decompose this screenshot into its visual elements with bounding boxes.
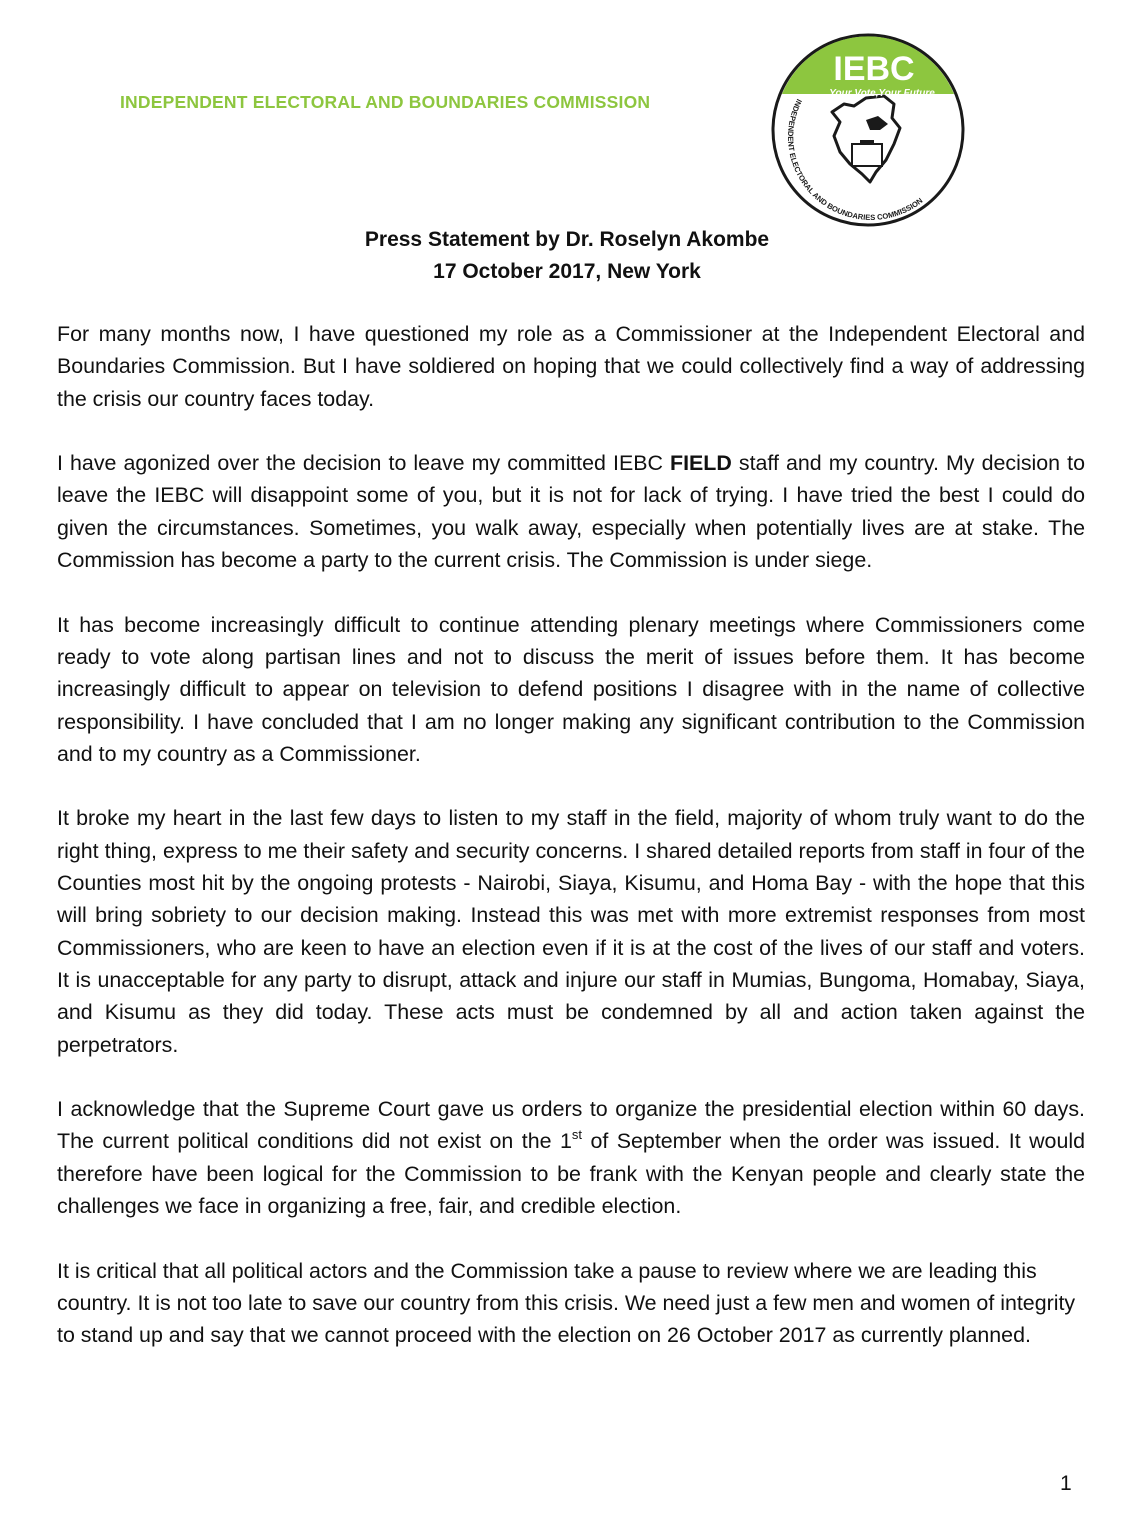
logo-acronym: IEBC (833, 50, 915, 88)
logo-ring-text: INDEPENDENT ELECTORAL AND BOUNDARIES COMMISSION (785, 97, 925, 223)
paragraph-2-end: staff and my country. My decision to leave the IEBC will disappoint some of you, but it is not for lack of trying. I have tried the best I could do given the circumstances. Sometimes, you walk away, especially when potentially lives are at stake. The Commission has become a party to the current crisis. The Commission is under siege. (57, 451, 1085, 573)
title-line-2: 17 October 2017, New York (433, 260, 701, 283)
paragraph-1: For many months now, I have questioned my role as a Commissioner at the Independent Electoral and Boundaries Commission. But I have soldiered on hoping that we could collectively find a way of addressing the crisis our country faces today. (57, 322, 1085, 411)
paragraph-5-end: of September when the order was issued. It would therefore have been logical for the Commission to be frank with the Kenyan people and clearly state the challenges we face in organizing a free, fair, and credible election. (57, 1129, 1085, 1219)
ballot-box-icon (852, 144, 882, 166)
paragraph-5 (57, 1093, 1085, 1222)
paragraph-5-start: I acknowledge that the Supreme Court gave us orders to organize the presidential election within 60 days. The current political conditions did not exist on the 1 (57, 1097, 1085, 1154)
statement-body (57, 318, 1085, 1384)
logo-tagline: Your Vote,Your Future (829, 88, 935, 99)
paragraph-3: It has become increasingly difficult to continue attending plenary meetings where Commissioners come ready to vote along partisan lines and not to discuss the merit of issues before them. It has become increasingly difficult to appear on television to defend positions I disagree with in the name of collective responsibility. I have concluded that I am no longer making any significant contribution to the Commission and to my country as a Commissioner. (57, 612, 1085, 766)
paragraph-2 (57, 447, 1085, 576)
ordinal-superscript: st (571, 1127, 583, 1143)
paragraph-6: It is critical that all political actors and the Commission take a pause to review where we are leading this country. It is not too late to save our country from this crisis. We need just a few men and women of integrity to stand up and say that we cannot proceed with the election on 26 October 2017 as currently planned. (57, 1258, 1076, 1348)
page-number: 1 (1060, 1472, 1072, 1495)
paragraph-2-start: I have agonized over the decision to leave my committed IEBC (57, 451, 671, 476)
iebc-logo (770, 32, 966, 228)
title-line-1: Press Statement by Dr. Roselyn Akombe (364, 228, 770, 251)
ballot-slot-icon (860, 140, 874, 144)
statement-title (0, 224, 1134, 288)
field-emphasis: FIELD (670, 451, 732, 476)
paragraph-4: It broke my heart in the last few days to listen to my staff in the field, majority of whom truly want to do the right thing, express to me their safety and security concerns. I shared detailed reports from staff in four of the Counties most hit by the ongoing protests - Nairobi, Siaya, Kisumu, and Homa Bay - with the hope that this will bring sobriety to our decision making. Instead this was met with more extremist responses from most Commissioners, who are keen to have an election even if it is at the cost of the lives of our staff and voters. It is unacceptable for any party to disrupt, attack and injure our staff in Mumias, Bungoma, Homabay, Siaya, and Kisumu as they did today. These acts must be condemned by all and action taken against the perpetrators. (57, 806, 1085, 1057)
org-name-heading: INDEPENDENT ELECTORAL AND BOUNDARIES COMMISSION (120, 92, 651, 112)
